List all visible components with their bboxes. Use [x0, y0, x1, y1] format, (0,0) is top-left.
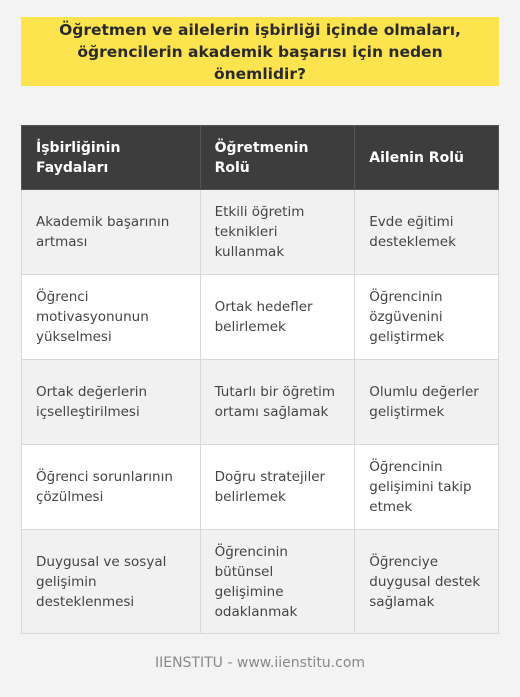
table-cell: Öğrencinin gelişimini takip etmek	[355, 445, 499, 530]
table-row	[22, 445, 499, 530]
footer-credit: IIENSTITU - www.iienstitu.com	[154, 655, 366, 671]
table-cell: Öğrenci motivasyonunun yükselmesi	[22, 275, 201, 360]
table-row	[22, 190, 499, 275]
page-title: Öğretmen ve ailelerin işbirliği içinde olmaları, öğrencilerin akademik başarısı için neden önemlidir?	[59, 20, 461, 83]
table-cell: Doğru stratejiler belirlemek	[200, 445, 355, 530]
table-row	[22, 530, 499, 634]
column-header: Öğretmenin Rolü	[200, 126, 355, 190]
table-cell: Öğrencinin özgüvenini geliştirmek	[355, 275, 499, 360]
roles-table	[21, 125, 499, 634]
title-banner	[21, 17, 499, 86]
column-header: Ailenin Rolü	[355, 126, 499, 190]
table-cell: Akademik başarının artması	[22, 190, 201, 275]
table-cell: Öğrencinin bütünsel gelişimine odaklanmak	[200, 530, 355, 634]
table-cell: Öğrenci sorunlarının çözülmesi	[22, 445, 201, 530]
table-cell: Ortak değerlerin içselleştirilmesi	[22, 360, 201, 445]
table-cell: Duygusal ve sosyal gelişimin desteklenmesi	[22, 530, 201, 634]
column-header: İşbirliğinin Faydaları	[22, 126, 201, 190]
table-header-row	[22, 126, 499, 190]
table-row	[22, 360, 499, 445]
table-cell: Evde eğitimi desteklemek	[355, 190, 499, 275]
table-row	[22, 275, 499, 360]
table-cell: Etkili öğretim teknikleri kullanmak	[200, 190, 355, 275]
table-cell: Olumlu değerler geliştirmek	[355, 360, 499, 445]
table-cell: Tutarlı bir öğretim ortamı sağlamak	[200, 360, 355, 445]
table-cell: Ortak hedefler belirlemek	[200, 275, 355, 360]
table-cell: Öğrenciye duygusal destek sağlamak	[355, 530, 499, 634]
